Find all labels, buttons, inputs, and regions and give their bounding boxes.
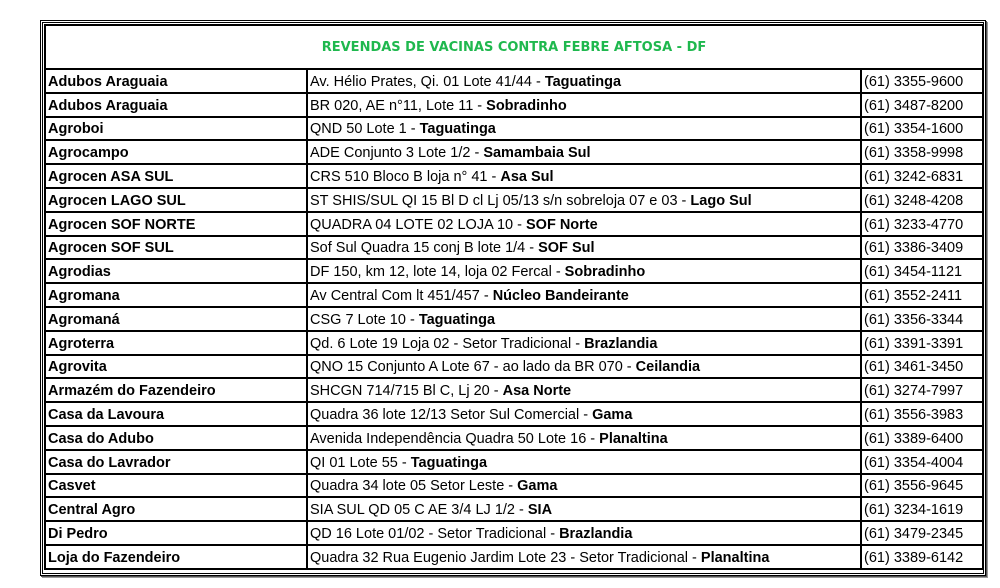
address-text: ST SHIS/SUL QI 15 Bl D cl Lj 05/13 s/n sobreloja 07 e 03 - [310, 192, 691, 209]
retailer-phone: (61) 3386-3409 [861, 236, 983, 260]
retailer-name: Casa da Lavoura [45, 402, 307, 426]
table-row [45, 450, 983, 474]
retailer-address [307, 426, 861, 450]
address-city: Brazlandia [559, 525, 633, 542]
address-text: QI 01 Lote 55 - [310, 454, 411, 471]
address-city: Taguatinga [418, 311, 496, 328]
table-row [45, 474, 983, 498]
retailer-name: Agroboi [45, 117, 307, 141]
retailer-phone: (61) 3556-9645 [861, 474, 983, 498]
address-text: Sof Sul Quadra 15 conj B lote 1/4 - [310, 240, 539, 257]
retailer-address [307, 259, 861, 283]
retailer-address [307, 378, 861, 402]
retailer-address [307, 236, 861, 260]
retailer-name: Agrocen LAGO SUL [45, 188, 307, 212]
table-title: REVENDAS DE VACINAS CONTRA FEBRE AFTOSA - DF [45, 25, 983, 69]
table-row [45, 236, 983, 260]
address-city: Gama [592, 406, 633, 423]
retailer-name: Casa do Lavrador [45, 450, 307, 474]
retailer-address [307, 212, 861, 236]
retailers-table [44, 24, 984, 570]
retailer-name: Loja do Fazendeiro [45, 545, 307, 569]
table-row [45, 426, 983, 450]
table-row [45, 521, 983, 545]
retailer-address [307, 307, 861, 331]
table-row [45, 331, 983, 355]
retailer-name: Agrocampo [45, 140, 307, 164]
address-city: Samambaia Sul [483, 145, 591, 162]
retailer-phone: (61) 3479-2345 [861, 521, 983, 545]
address-text: Quadra 32 Rua Eugenio Jardim Lote 23 - Setor Tradicional - [310, 549, 701, 566]
retailer-address [307, 117, 861, 141]
address-text: QD 16 Lote 01/02 - Setor Tradicional - [310, 525, 560, 542]
table-row [45, 402, 983, 426]
retailer-address [307, 545, 861, 569]
table-row [45, 497, 983, 521]
retailer-phone: (61) 3234-1619 [861, 497, 983, 521]
address-city: Planaltina [599, 430, 668, 447]
retailer-phone: (61) 3391-3391 [861, 331, 983, 355]
address-city: Taguatinga [410, 454, 488, 471]
table-row [45, 117, 983, 141]
address-text: SHCGN 714/715 Bl C, Lj 20 - [310, 383, 503, 400]
retailer-name: Agroterra [45, 331, 307, 355]
retailer-name: Di Pedro [45, 521, 307, 545]
retailer-address [307, 69, 861, 93]
address-text: DF 150, km 12, lote 14, loja 02 Fercal - [310, 264, 565, 281]
retailer-name: Casa do Adubo [45, 426, 307, 450]
address-text: SIA SUL QD 05 C AE 3/4 LJ 1/2 - [310, 502, 528, 519]
address-city: Núcleo Bandeirante [492, 287, 629, 304]
retailer-address [307, 331, 861, 355]
retailer-name: Agrocen ASA SUL [45, 164, 307, 188]
retailer-phone: (61) 3487-8200 [861, 93, 983, 117]
table-row [45, 164, 983, 188]
address-city: Taguatinga [419, 121, 496, 138]
address-city: Taguatinga [544, 73, 622, 90]
retailer-phone: (61) 3354-4004 [861, 450, 983, 474]
address-text: BR 020, AE n°11, Lote 11 - [310, 97, 487, 114]
retailer-phone: (61) 3358-9998 [861, 140, 983, 164]
retailer-phone: (61) 3389-6400 [861, 426, 983, 450]
address-text: Avenida Independência Quadra 50 Lote 16 - [310, 430, 600, 447]
retailer-name: Adubos Araguaia [45, 69, 307, 93]
retailer-name: Adubos Araguaia [45, 93, 307, 117]
address-city: Sobradinho [486, 97, 567, 114]
address-city: SOF Norte [526, 216, 598, 233]
table-row [45, 140, 983, 164]
table-row [45, 259, 983, 283]
retailer-phone: (61) 3552-2411 [861, 283, 983, 307]
address-city: Sobradinho [564, 264, 646, 281]
address-city: SOF Sul [538, 240, 595, 257]
retailer-address [307, 140, 861, 164]
table-row [45, 283, 983, 307]
retailer-phone: (61) 3461-3450 [861, 355, 983, 379]
table-row [45, 378, 983, 402]
table-row [45, 212, 983, 236]
retailer-address [307, 474, 861, 498]
table-row [45, 355, 983, 379]
retailer-address [307, 521, 861, 545]
address-text: Av. Hélio Prates, Qi. 01 Lote 41/44 - [310, 73, 545, 90]
address-city: Asa Norte [502, 383, 572, 400]
address-text: CSG 7 Lote 10 - [310, 311, 419, 328]
title-row [45, 25, 983, 69]
retailer-phone: (61) 3274-7997 [861, 378, 983, 402]
address-city: Gama [517, 478, 558, 495]
retailer-name: Armazém do Fazendeiro [45, 378, 307, 402]
retailer-phone: (61) 3233-4770 [861, 212, 983, 236]
address-text: Qd. 6 Lote 19 Loja 02 - Setor Tradicional - [310, 335, 585, 352]
address-text: QUADRA 04 LOTE 02 LOJA 10 - [310, 216, 526, 233]
retailer-address [307, 355, 861, 379]
retailer-phone: (61) 3454-1121 [861, 259, 983, 283]
retailer-name: Agrovita [45, 355, 307, 379]
table-row [45, 307, 983, 331]
table-row [45, 545, 983, 569]
address-city: Brazlandia [584, 335, 658, 352]
retailer-name: Casvet [45, 474, 307, 498]
address-text: QNO 15 Conjunto A Lote 67 - ao lado da BR 070 - [310, 359, 636, 376]
address-text: CRS 510 Bloco B loja n° 41 - [310, 168, 501, 185]
retailer-address [307, 450, 861, 474]
retailer-phone: (61) 3389-6142 [861, 545, 983, 569]
retailer-name: Agrodias [45, 259, 307, 283]
retailer-address [307, 283, 861, 307]
retailer-name: Agrocen SOF NORTE [45, 212, 307, 236]
table-frame [40, 20, 986, 576]
retailer-name: Central Agro [45, 497, 307, 521]
address-text: Quadra 34 lote 05 Setor Leste - [310, 478, 518, 495]
retailer-phone: (61) 3242-6831 [861, 164, 983, 188]
retailer-phone: (61) 3556-3983 [861, 402, 983, 426]
retailer-address [307, 497, 861, 521]
retailer-address [307, 93, 861, 117]
address-text: Quadra 36 lote 12/13 Setor Sul Comercial - [310, 406, 593, 423]
address-city: Ceilandia [635, 359, 701, 376]
address-city: Asa Sul [500, 168, 554, 185]
retailer-name: Agrocen SOF SUL [45, 236, 307, 260]
table-row [45, 69, 983, 93]
address-city: SIA [527, 502, 553, 519]
address-text: ADE Conjunto 3 Lote 1/2 - [310, 145, 484, 162]
retailer-phone: (61) 3356-3344 [861, 307, 983, 331]
address-text: Av Central Com lt 451/457 - [310, 287, 493, 304]
retailer-phone: (61) 3248-4208 [861, 188, 983, 212]
retailer-address [307, 402, 861, 426]
address-city: Planaltina [700, 549, 770, 566]
address-city: Lago Sul [690, 192, 752, 209]
retailer-name: Agromaná [45, 307, 307, 331]
table-row [45, 93, 983, 117]
table-row [45, 188, 983, 212]
address-text: QND 50 Lote 1 - [310, 121, 420, 138]
retailer-phone: (61) 3354-1600 [861, 117, 983, 141]
retailer-address [307, 188, 861, 212]
retailer-name: Agromana [45, 283, 307, 307]
retailer-address [307, 164, 861, 188]
retailer-phone: (61) 3355-9600 [861, 69, 983, 93]
